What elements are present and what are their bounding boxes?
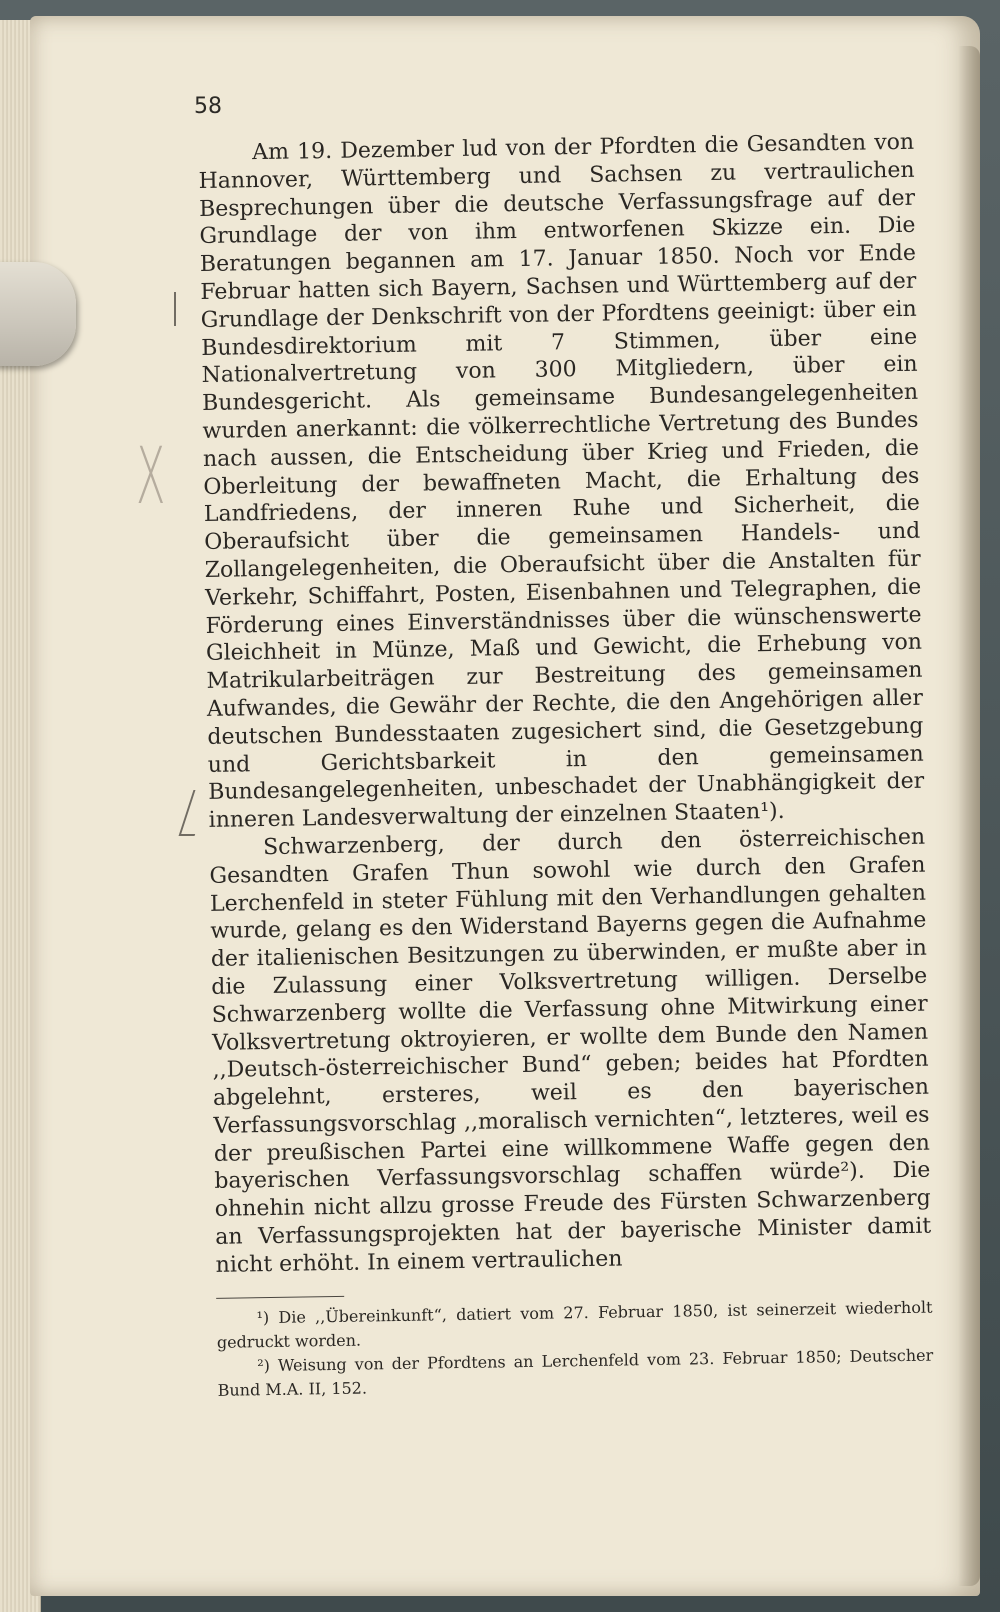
- footnote-rule: [216, 1296, 344, 1299]
- pencil-bracket-mark: [174, 292, 184, 326]
- footnote: ²) Weisung von der Pfordtens an Lerchenfeld vom 23. Februar 1850; Deutscher Bund M.A. II, 152.: [217, 1345, 934, 1400]
- page-curl-shadow: [958, 46, 980, 1586]
- pencil-x-mark: X: [136, 432, 166, 522]
- page-clip: [0, 262, 76, 366]
- main-text-block: [198, 129, 934, 1403]
- paragraph: Am 19. Dezember lud von der Pfordten die Gesandten von Hannover, Württemberg und Sachsen zu vertraulichen Besprechungen über die deutsche Verfassungsfrage auf der Grundlage der von ihm entworfenen Skizze ein. Die Beratungen begannen am 17. Januar 1850. Noch vor Ende Februar hatten sich Bayern, Sachsen und Württemberg auf der Grundlage der Denkschrift von der Pfordtens geeinigt: über ein Bundesdirektorium mit 7 Stimmen, über eine Nationalvertretung von 300 Mitgliedern, über ein Bundesgericht. Als gemeinsame Bundesangelegenheiten wurden anerkannt: die völkerrechtliche Vertretung des Bundes nach aussen, die Entscheidung über Krieg und Frieden, die Oberleitung der bewaffneten Macht, die Erhaltung des Landfriedens, der inneren Ruhe und Sicherheit, die Oberaufsicht über die gemeinsamen Handels- und Zollangelegenheiten, die Oberaufsicht über die Anstalten für Verkehr, Schiffahrt, Posten, Eisenbahnen und Telegraphen, die Förderung eines Einverständnisses über die wünschenswerte Gleichheit in Münze, Maß und Gewicht, die Erhebung von Matrikularbeiträgen zur Bestreitung des gemeinsamen Aufwandes, die Gewähr der Rechte, die den Angehörigen aller deutschen Bundesstaaten zugesichert sind, die Gesetzgebung und Gerichtsbarkeit in den gemeinsamen Bundesangelegenheiten, unbeschadet der Unabhängigkeit der inneren Landesverwaltung der einzelnen Staaten¹).: [198, 129, 925, 834]
- paragraph: Schwarzenberg, der durch den österreichischen Gesandten Grafen Thun sowohl wie durch den Grafen Lerchenfeld in steter Fühlung mit den Verhandlungen gehalten wurde, gelang es den Widerstand Bayerns gegen die Aufnahme der italienischen Besitzungen zu überwinden, er mußte aber in die Zulassung einer Volksvertretung willigen. Derselbe Schwarzenberg wollte die Verfassung ohne Mitwirkung einer Volksvertretung oktroyieren, er wollte dem Bunde den Namen ,,Deutsch-österreichischer Bund“ geben; beides hat Pfordten abgelehnt, ersteres, weil es den bayerischen Verfassungsvorschlag ,,moralisch vernichten“, letzteres, weil es der preußischen Partei eine willkommene Waffe gegen den bayerischen Verfassungsvorschlag schaffen würde²). Die ohnehin nicht allzu grosse Freude des Fürsten Schwarzenberg an Verfassungsprojekten hat der bayerische Minister damit nicht erhöht. In einem vertraulichen: [209, 824, 932, 1278]
- footnotes: [216, 1295, 933, 1402]
- page-number: 58: [194, 94, 222, 119]
- footnote: ¹) Die ,,Übereinkunft“, datiert vom 27. Februar 1850, ist seinerzeit wiederholt gedruckt worden.: [216, 1297, 933, 1352]
